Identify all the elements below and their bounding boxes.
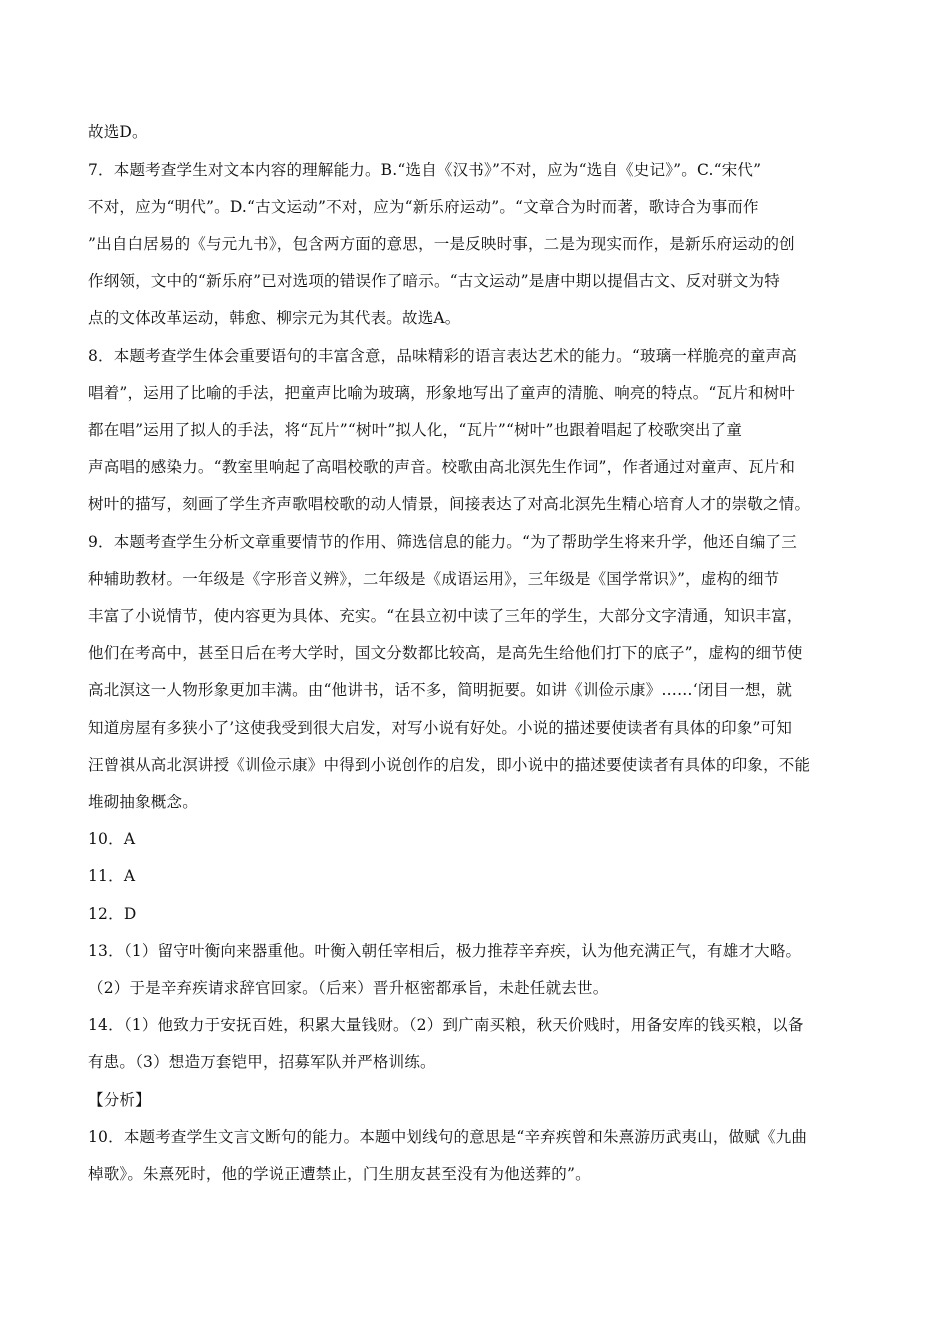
text-line: 不对，应为“明代”。D.“古文运动”不对，应为“新乐府运动”。“文章合为时而著，歌诗合为事而作: [88, 198, 759, 216]
text-line: 11．A: [88, 867, 136, 885]
text-line: 丰富了小说情节，使内容更为具体、充实。“在县立初中读了三年的学生，大部分文字清通，知识丰富，: [88, 607, 803, 625]
text-line: 故选D。: [88, 123, 148, 141]
text-line: 10．本题考查学生文言文断句的能力。本题中划线句的意思是“辛弃疾曾和朱熹游历武夷山，做赋《九曲: [88, 1128, 808, 1146]
text-line: 14．（1）他致力于安抚百姓，积累大量钱财。（2）到广南买粮，秋天价贱时，用备安库的钱买粮，以备: [88, 1016, 804, 1034]
text-line: 点的文体改革运动，韩愈、柳宗元为其代表。故选A。: [88, 309, 461, 327]
text-line: 种辅助教材。一年级是《字形音义辨》，二年级是《成语运用》，三年级是《国学常识》”，虚构的细节: [88, 570, 780, 588]
text-line: 作纲领，文中的“新乐府”已对选项的错误作了暗示。“古文运动”是唐中期以提倡古文、反对骈文为特: [88, 272, 780, 290]
text-line: 堆砌抽象概念。: [88, 793, 198, 811]
text-line: 有患。（3）想造万套铠甲，招募军队并严格训练。: [88, 1053, 436, 1071]
text-line: 汪曾祺从高北溟讲授《训俭示康》中得到小说创作的启发，即小说中的描述要使读者有具体的印象，不能: [88, 756, 811, 774]
text-line: 10．A: [88, 830, 136, 848]
text-line: 树叶的描写，刻画了学生齐声歌唱校歌的动人情景，间接表达了对高北溟先生精心培育人才的崇敬之情。: [88, 495, 811, 513]
text-line: 都在唱”运用了拟人的手法，将“瓦片”“树叶”拟人化，“瓦片”“树叶”也跟着唱起了校歌突出了童: [88, 421, 743, 439]
text-line: 7．本题考查学生对文本内容的理解能力。B.“选自《汉书》”不对，应为“选自《史记》”。C.“宋代”: [88, 161, 762, 179]
text-line: 13．（1）留守叶衡向来器重他。叶衡入朝任宰相后，极力推荐辛弃疾，认为他充满正气，有雄才大略。: [88, 942, 802, 960]
text-line: 高北溟这一人物形象更加丰满。由“他讲书，话不多，简明扼要。如讲《训俭示康》……‘闭目一想，就: [88, 681, 793, 699]
text-line: 棹歌》。朱熹死时，他的学说正遭禁止，门生朋友甚至没有为他送葬的”。: [88, 1165, 591, 1183]
text-line: （2）于是辛弃疾请求辞官回家。（后来）晋升枢密都承旨，未赴任就去世。: [88, 979, 609, 997]
text-line: 9．本题考查学生分析文章重要情节的作用、筛选信息的能力。“为了帮助学生将来升学，他还自编了三: [88, 533, 797, 551]
text-line: 他们在考高中，甚至日后在考大学时，国文分数都比较高，是高先生给他们打下的底子”，虚构的细节使: [88, 644, 803, 662]
text-line: 12．D: [88, 905, 137, 923]
text-line: ”出自白居易的《与元九书》，包含两方面的意思，一是反映时事，二是为现实而作，是新乐府运动的创: [88, 235, 795, 253]
text-line: 知道房屋有多狭小了’这使我受到很大启发，对写小说有好处。小说的描述要使读者有具体的印象”可知: [88, 719, 793, 737]
text-line: 【分析】: [88, 1091, 151, 1109]
text-line: 8．本题考查学生体会重要语句的丰富含意，品味精彩的语言表达艺术的能力。“玻璃一样脆亮的童声高: [88, 347, 797, 365]
text-line: 声高唱的感染力。“教室里响起了高唱校歌的声音。校歌由高北溟先生作词”，作者通过对童声、瓦片和: [88, 458, 796, 476]
text-line: 唱着”，运用了比喻的手法，把童声比喻为玻璃，形象地写出了童声的清脆、响亮的特点。“瓦片和树叶: [88, 384, 796, 402]
